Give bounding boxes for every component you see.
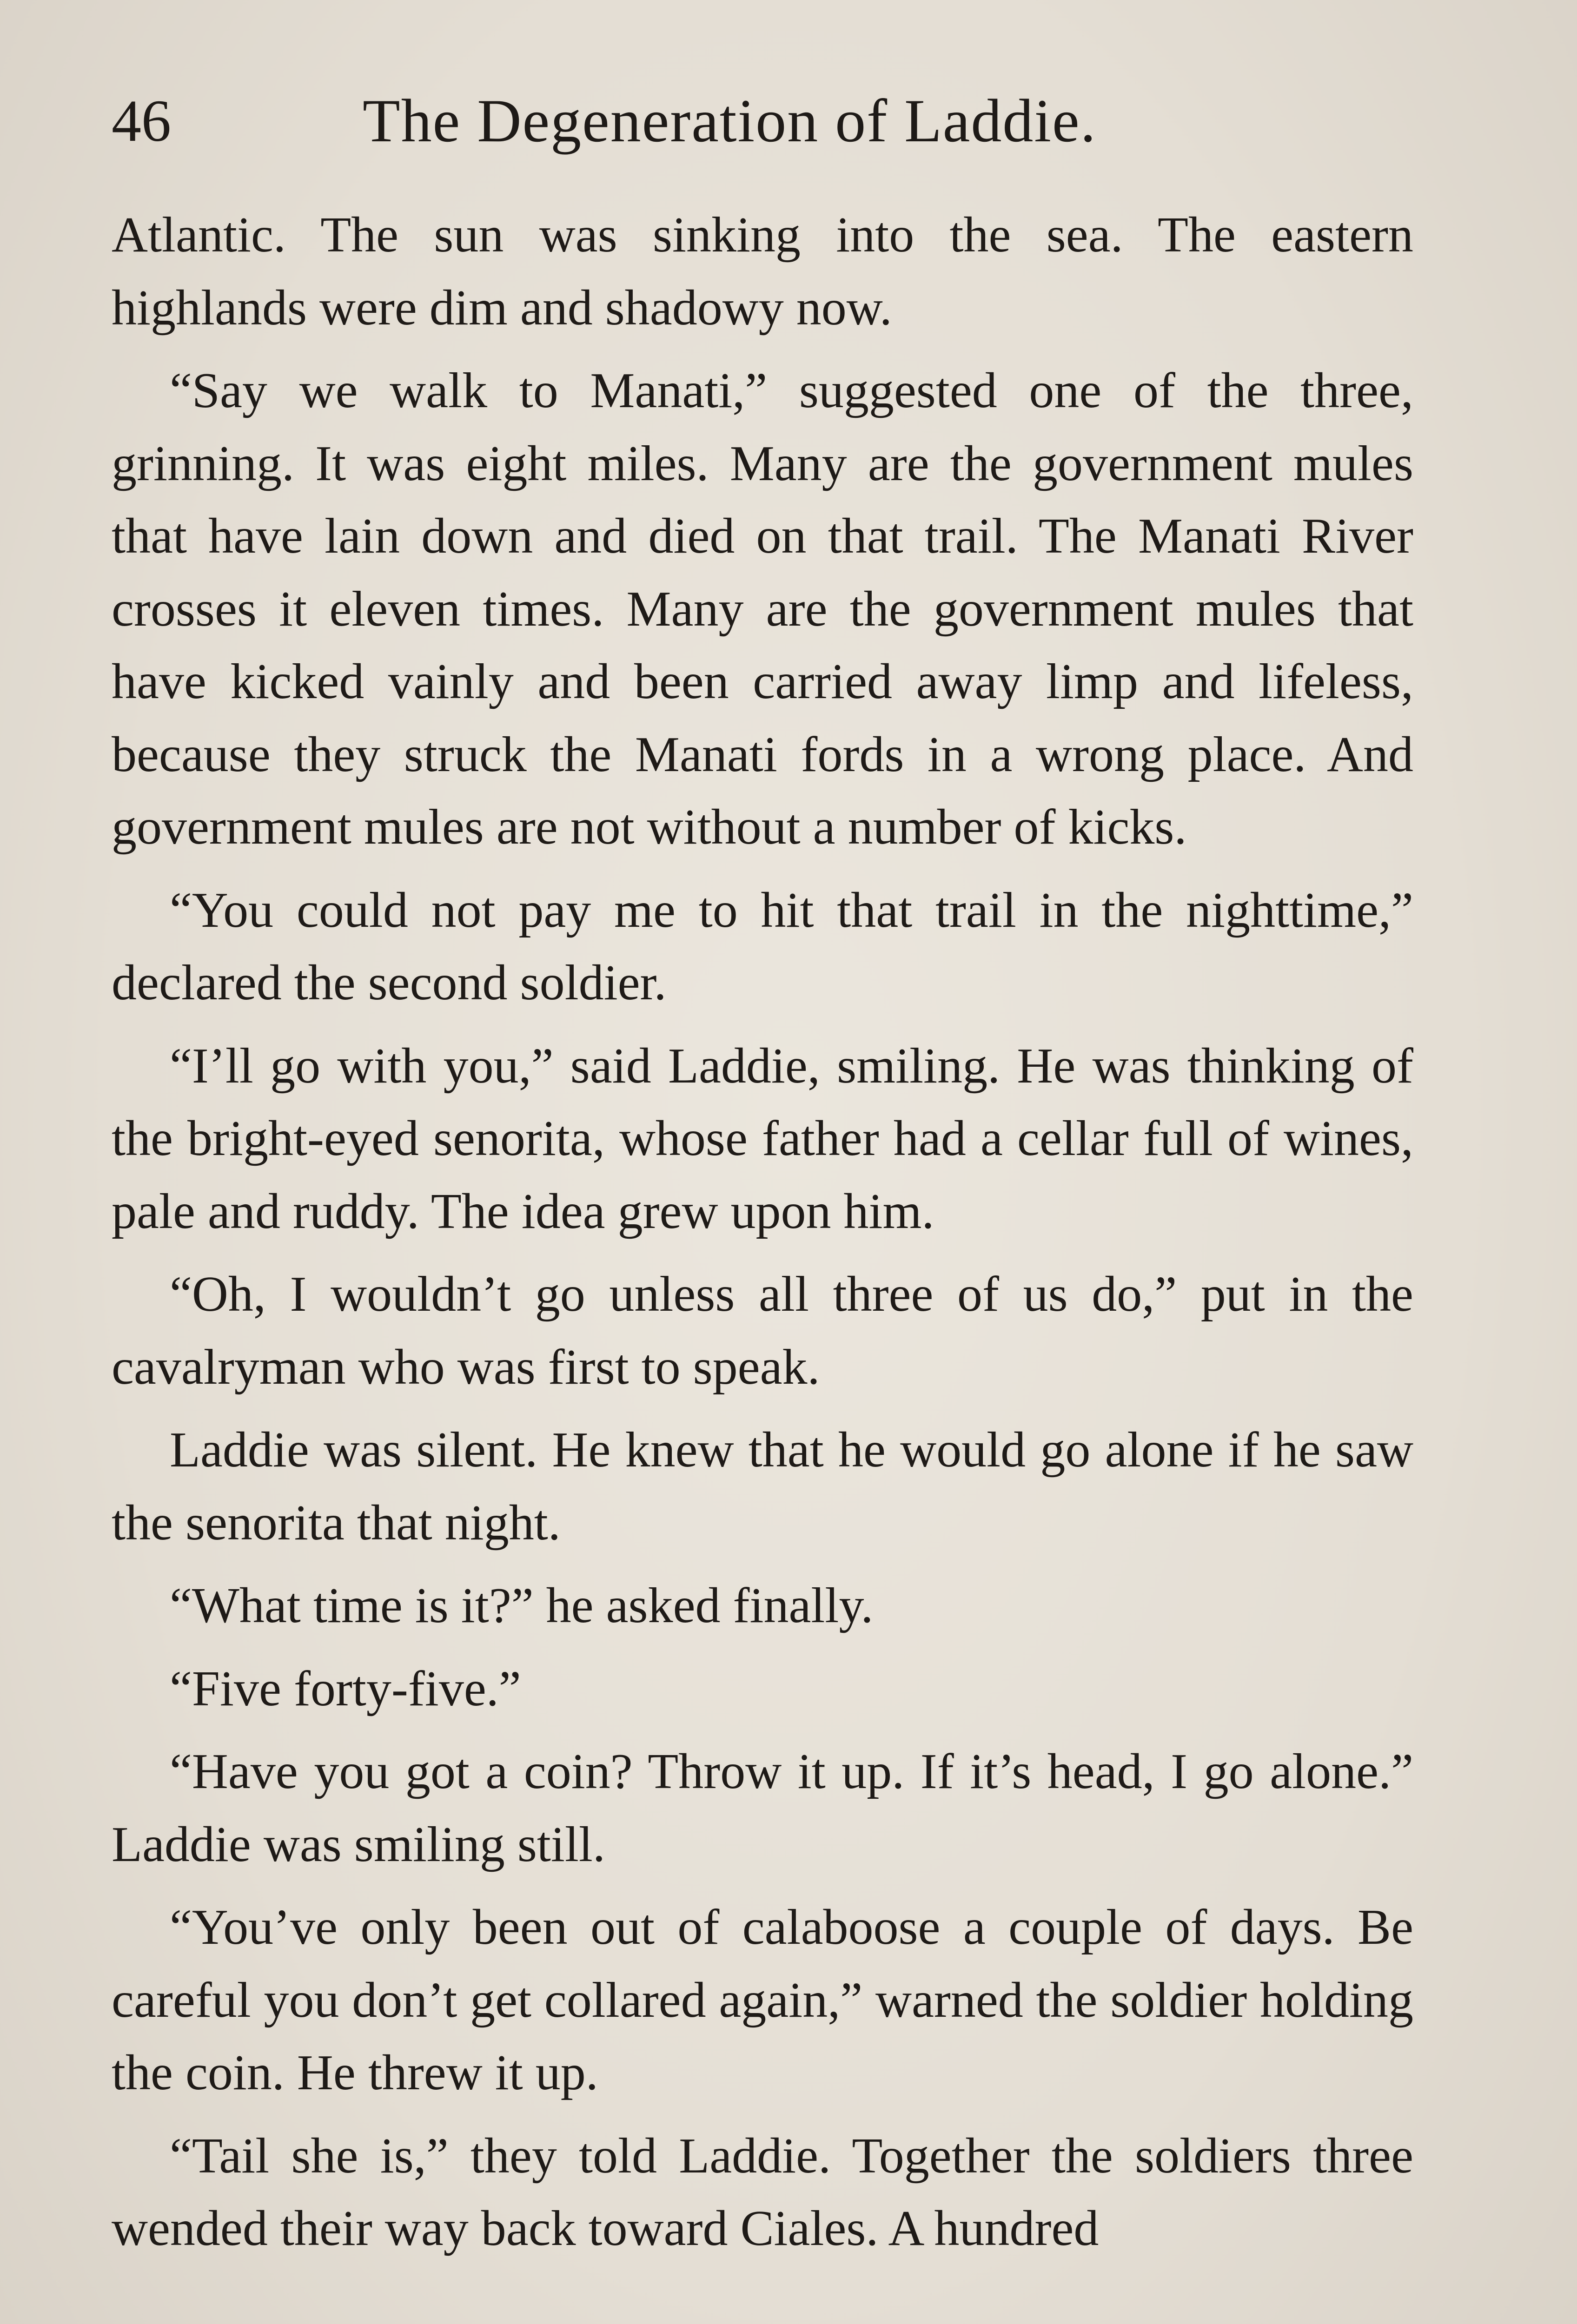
paragraph: “Tail she is,” they told Laddie. Together the soldiers three wended their way back toward Ciales. A hundred [112, 2128, 1413, 2256]
paragraph: Atlantic. The sun was sinking into the sea. The eastern highlands were dim and shadowy now. [112, 207, 1413, 336]
page-number: 46 [112, 88, 171, 154]
paragraph: “Say we walk to Manati,” suggested one of the three, grinning. It was eight miles. Many are the government mules that have lain down and died on that trail. The Manati River crosses it eleven times. Many are the government mules that have kicked vainly and been carried away limp and lifeless, because they struck the Manati fords in a wrong place. And government mules are not without a number of kicks. [112, 363, 1413, 855]
paragraph: “Have you got a coin? Throw it up. If it’s head, I go alone.” Laddie was smiling still. [112, 1744, 1413, 1872]
paragraph: Laddie was silent. He knew that he would go alone if he saw the senorita that night. [112, 1422, 1413, 1551]
page-header [112, 74, 1423, 167]
paragraph: “What time is it?” he asked finally. [170, 1578, 874, 1633]
running-title: The Degeneration of Laddie. [363, 86, 1097, 155]
paragraph: “Five forty-five.” [170, 1661, 521, 1717]
paragraph: “I’ll go with you,” said Laddie, smiling. He was thinking of the bright-eyed senorita, whose father had a cellar full of wines, pale and ruddy. The idea grew upon him. [112, 1038, 1413, 1239]
body-text [112, 199, 1413, 2276]
paragraph: “You’ve only been out of calaboose a couple of days. Be careful you don’t get collared again,” warned the soldier holding the coin. He threw it up. [112, 1900, 1413, 2100]
paragraph: “Oh, I wouldn’t go unless all three of us do,” put in the cavalryman who was first to speak. [112, 1267, 1413, 1395]
paragraph: “You could not pay me to hit that trail in the nighttime,” declared the second soldier. [112, 882, 1413, 1010]
